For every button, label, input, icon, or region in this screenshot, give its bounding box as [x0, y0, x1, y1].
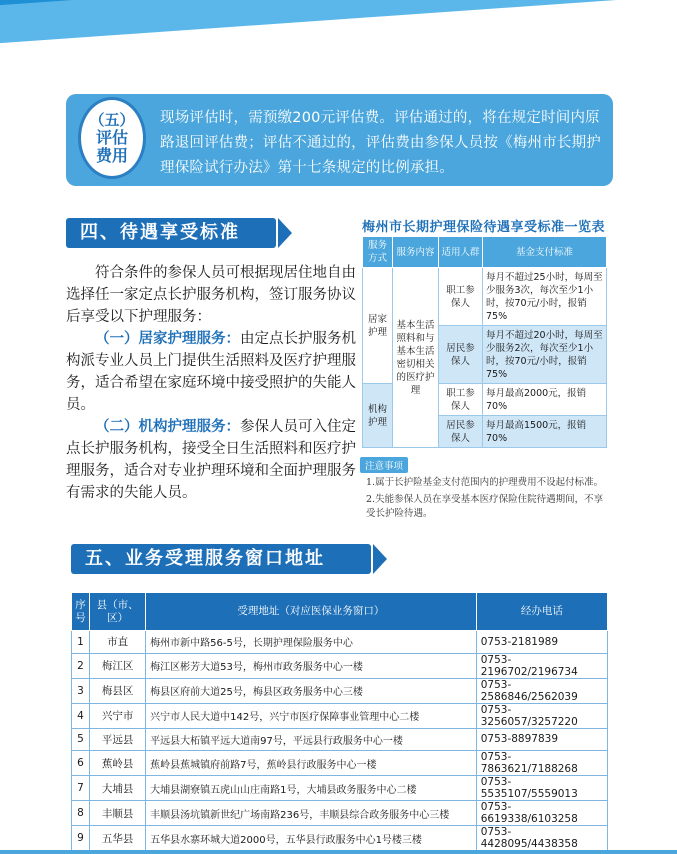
row-number: 5 — [72, 728, 90, 751]
institution-care-text: 参保人员可入住定点长护服务机构，接受全日生活照料和医疗护理服务，适合对专业护理环境和全面护理服务有需求的失能人员。 — [66, 419, 356, 501]
section4-heading — [66, 214, 306, 248]
service-window-table — [71, 592, 608, 851]
table-row — [72, 678, 608, 703]
benefit-intro: 符合条件的参保人员可根据现居住地自由选择任一家定点长护服务机构，签订服务协议后享受以下护理服务： — [66, 265, 356, 325]
assessment-fee-tag — [78, 97, 146, 179]
table-row — [72, 703, 608, 728]
row-phone: 0753-4428095/4438358 — [476, 826, 607, 851]
row-phone: 0753-2196702/2196734 — [476, 653, 607, 678]
institution-care-title: （二）机构护理服务： — [95, 419, 240, 435]
address-table-header — [72, 593, 608, 631]
notice-box — [360, 454, 612, 521]
at-header-address: 受理地址（对应医保业务窗口） — [146, 593, 477, 631]
top-decorative-band — [0, 0, 677, 72]
fee-tag-number: （五） — [89, 111, 135, 129]
row-number: 8 — [72, 801, 90, 826]
home-care-text: 由定点长护服务机构派专业人员上门提供生活照料及医疗护理服务，适合希望在家庭环境中接受照护的失能人员。 — [66, 331, 356, 413]
bt-group: 居民参保人 — [439, 326, 483, 384]
row-county: 丰顺县 — [90, 801, 146, 826]
row-county: 梅江区 — [90, 653, 146, 678]
row-number: 1 — [72, 631, 90, 654]
row-county: 梅县区 — [90, 678, 146, 703]
bt-standard: 每月最高2000元，报销70% — [483, 384, 607, 416]
row-phone: 0753-3256057/3257220 — [476, 703, 607, 728]
notice-title: 注意事项 — [360, 457, 408, 473]
benefit-table-title: 梅州市长期护理保险待遇享受标准一览表 — [362, 220, 606, 235]
home-care-title: （一）居家护理服务： — [95, 331, 240, 347]
row-county: 兴宁市 — [90, 703, 146, 728]
row-county: 蕉岭县 — [90, 751, 146, 776]
bt-mode-institution: 机构护理 — [363, 384, 393, 448]
row-county: 平远县 — [90, 728, 146, 751]
row-address: 丰顺县汤坑镇新世纪广场南路236号，丰顺县综合政务服务中心三楼 — [146, 801, 477, 826]
table-row — [72, 653, 608, 678]
bt-standard: 每月不超过20小时，每周至少服务2次，每次至少1小时，按70元/小时，报销75% — [483, 326, 607, 384]
section5-heading — [71, 540, 401, 574]
row-address: 平远县大柘镇平远大道南97号，平远县行政服务中心一楼 — [146, 728, 477, 751]
bt-standard: 每月最高1500元，报销70% — [483, 416, 607, 448]
notice-item: 1.属于长护险基金支付范围内的护理费用不设起付标准。 — [366, 477, 604, 488]
section4-heading-label: 四、待遇享受标准 — [80, 222, 240, 243]
benefit-description — [66, 262, 356, 504]
bt-header-standard: 基金支付标准 — [483, 237, 607, 268]
bt-mode-home: 居家护理 — [363, 268, 393, 384]
row-address: 梅县区府前大道25号，梅县区政务服务中心三楼 — [146, 678, 477, 703]
bottom-decorative-line — [0, 850, 677, 854]
row-phone: 0753-7863621/7188268 — [476, 751, 607, 776]
row-phone: 0753-8897839 — [476, 728, 607, 751]
assessment-fee-text: 现场评估时，需预缴200元评估费。评估通过的，将在规定时间内原路退回评估费；评估不通过的，评估费由参保人员按《梅州市长期护理保险试行办法》第十七条规定的比例承担。 — [160, 110, 601, 176]
row-phone: 0753-6619338/6103258 — [476, 801, 607, 826]
row-address: 大埔县湖寮镇五虎山山庄南路1号，大埔县政务服务中心二楼 — [146, 776, 477, 801]
row-number: 2 — [72, 653, 90, 678]
bt-header-group: 适用人群 — [439, 237, 483, 268]
row-number: 3 — [72, 678, 90, 703]
bt-header-mode: 服务方式 — [363, 237, 393, 268]
at-header-county: 县（市、区） — [90, 593, 146, 631]
benefit-table — [362, 236, 607, 448]
row-address: 梅江区彬芳大道53号，梅州市政务服务中心一楼 — [146, 653, 477, 678]
row-address: 蕉岭县蕉城镇府前路7号，蕉岭县行政服务中心一楼 — [146, 751, 477, 776]
table-row — [72, 728, 608, 751]
table-row — [72, 751, 608, 776]
row-county: 五华县 — [90, 826, 146, 851]
row-phone: 0753-2586846/2562039 — [476, 678, 607, 703]
fee-tag-line1: 评估 — [95, 128, 128, 147]
row-number: 6 — [72, 751, 90, 776]
bt-content: 基本生活照料和与基本生活密切相关的医疗护理 — [393, 268, 439, 448]
table-row — [72, 631, 608, 654]
row-address: 五华县水寨环城大道2000号，五华县行政服务中心1号楼三楼 — [146, 826, 477, 851]
row-number: 4 — [72, 703, 90, 728]
row-county: 市直 — [90, 631, 146, 654]
table-row — [72, 826, 608, 851]
bt-standard: 每月不超过25小时，每周至少服务3次，每次至少1小时，按70元/小时，报销75% — [483, 268, 607, 326]
row-phone: 0753-5535107/5559013 — [476, 776, 607, 801]
bt-group: 职工参保人 — [439, 268, 483, 326]
row-number: 9 — [72, 826, 90, 851]
benefit-table-row — [363, 268, 607, 326]
fee-tag-line2: 费用 — [95, 146, 128, 165]
bt-group: 职工参保人 — [439, 384, 483, 416]
table-row — [72, 801, 608, 826]
row-phone: 0753-2181989 — [476, 631, 607, 654]
table-row — [72, 776, 608, 801]
bt-header-content: 服务内容 — [393, 237, 439, 268]
row-number: 7 — [72, 776, 90, 801]
section5-heading-label: 五、业务受理服务窗口地址 — [85, 548, 325, 569]
bt-group: 居民参保人 — [439, 416, 483, 448]
notice-item: 2.失能参保人员在享受基本医疗保险住院待遇期间，不享受长护险待遇。 — [366, 494, 604, 519]
benefit-table-header — [363, 237, 607, 268]
at-header-phone: 经办电话 — [476, 593, 607, 631]
at-header-no: 序号 — [72, 593, 90, 631]
row-address: 兴宁市人民大道中142号，兴宁市医疗保障事业管理中心二楼 — [146, 703, 477, 728]
row-county: 大埔县 — [90, 776, 146, 801]
row-address: 梅州市新中路56-5号，长期护理保险服务中心 — [146, 631, 477, 654]
